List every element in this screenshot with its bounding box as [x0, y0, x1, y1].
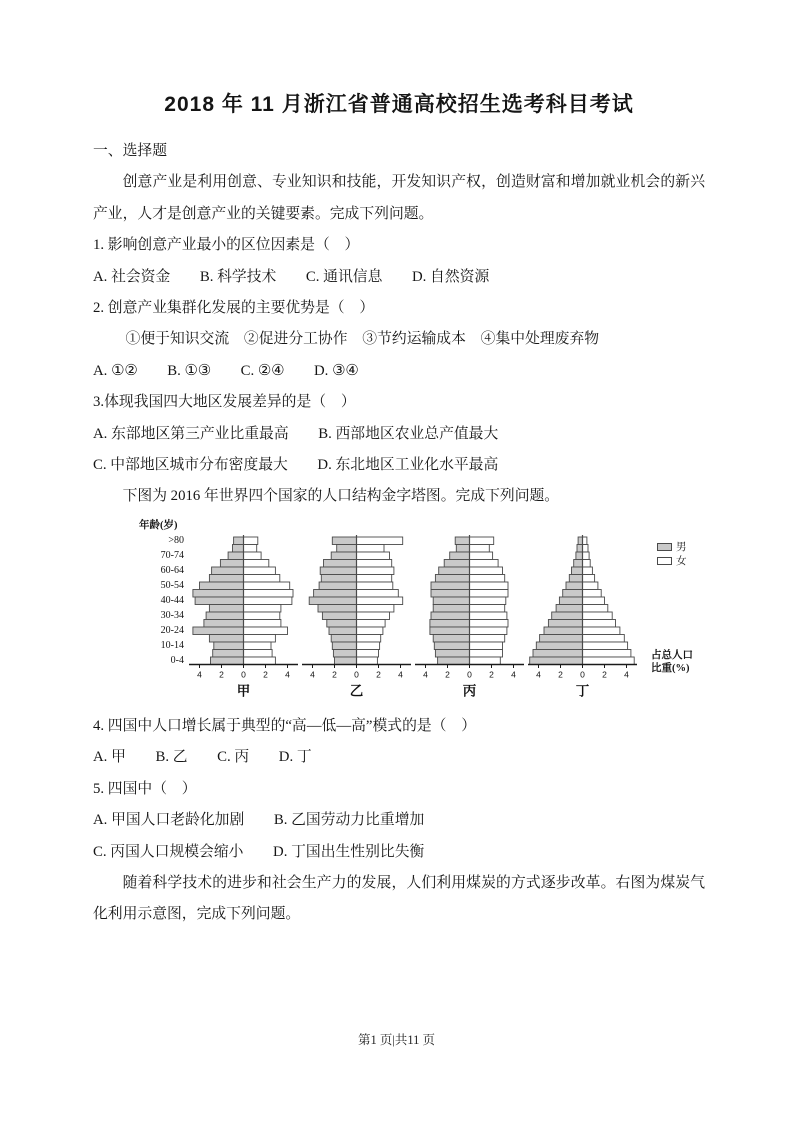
question-2-stem: 2. 创意产业集群化发展的主要优势是（ ）	[93, 300, 375, 317]
svg-text:4: 4	[285, 669, 290, 680]
pyramid-丙	[413, 533, 526, 707]
value-axis-label	[651, 649, 693, 675]
value-axis-label-line1: 占总人口	[651, 649, 693, 661]
age-axis	[139, 517, 187, 709]
question-5-options-ab: A. 甲国人口老龄化加剧 B. 乙国劳动力比重增加	[93, 812, 425, 829]
svg-text:2: 2	[332, 669, 337, 680]
pyramid-name-label: 甲	[236, 683, 251, 699]
question-1-options: A. 社会资金 B. 科学技术 C. 通讯信息 D. 自然资源	[93, 268, 490, 285]
coal-paragraph: 随着科学技术的进步和社会生产力的发展，人们利用煤炭的方式逐步改革。右图为煤炭气化利用示意图，完成下列问题。	[93, 874, 705, 923]
svg-text:2: 2	[489, 669, 494, 680]
page-footer: 第1 页|共11 页	[357, 1033, 436, 1047]
pyramid-name-label: 乙	[349, 683, 364, 699]
svg-text:2: 2	[263, 669, 268, 680]
svg-text:2: 2	[558, 669, 563, 680]
pyramid-甲	[187, 533, 300, 707]
svg-text:2: 2	[602, 669, 607, 680]
age-tick-label: 70-74	[160, 549, 184, 561]
female-legend-label: 女	[676, 555, 687, 567]
question-1-stem: 1. 影响创意产业最小的区位因素是（ ）	[93, 237, 360, 254]
age-tick-label: 50-54	[160, 579, 184, 591]
question-4-options: A. 甲 B. 乙 C. 丙 D. 丁	[93, 749, 312, 766]
chart-legend	[657, 541, 687, 569]
page-content	[93, 88, 705, 931]
svg-text:0: 0	[467, 669, 472, 680]
section-heading: 一、选择题	[93, 143, 167, 159]
legend-item-female	[657, 555, 687, 568]
population-pyramid-figure	[139, 517, 743, 709]
pyramid-intro: 下图为 2016 年世界四个国家的人口结构金字塔图。完成下列问题。	[122, 488, 560, 505]
pyramid-plots	[187, 533, 639, 707]
question-4-stem: 4. 四国中人口增长属于典型的“高—低—高”模式的是（ ）	[93, 717, 477, 734]
legend-item-male	[657, 541, 687, 554]
pyramid-name-label: 丙	[462, 683, 477, 699]
svg-text:4: 4	[197, 669, 202, 680]
question-2-subitems: ①便于知识交流 ②促进分工协作 ③节约运输成本 ④集中处理废弃物	[125, 331, 600, 348]
pyramid-丁	[526, 533, 639, 707]
pyramid-乙	[300, 533, 413, 707]
age-tick-label: 0-4	[170, 654, 184, 666]
svg-text:4: 4	[511, 669, 516, 680]
question-5-stem: 5. 四国中（ ）	[93, 780, 197, 797]
age-tick-label: 30-34	[160, 609, 184, 621]
age-tick-label: 40-44	[160, 594, 184, 606]
question-3-stem: 3.体现我国四大地区发展差异的是（ ）	[93, 394, 356, 411]
svg-text:2: 2	[376, 669, 381, 680]
male-legend-swatch	[657, 543, 672, 551]
chart-right-panel	[641, 533, 743, 693]
svg-text:4: 4	[423, 669, 428, 680]
svg-text:0: 0	[354, 669, 359, 680]
value-axis-label-line2: 比重(%)	[651, 662, 690, 674]
age-tick-label: >80	[168, 534, 184, 546]
svg-text:4: 4	[310, 669, 315, 680]
age-tick-label: 20-24	[160, 624, 184, 636]
question-2-options: A. ①② B. ①③ C. ②④ D. ③④	[93, 362, 359, 379]
svg-text:2: 2	[219, 669, 224, 680]
question-3-options-ab: A. 东部地区第三产业比重最高 B. 西部地区农业总产值最大	[93, 425, 499, 442]
age-tick-label: 10-14	[160, 639, 184, 651]
age-axis-title: 年龄(岁)	[139, 519, 178, 531]
svg-text:0: 0	[241, 669, 246, 680]
svg-text:4: 4	[624, 669, 629, 680]
svg-text:4: 4	[398, 669, 403, 680]
svg-text:2: 2	[445, 669, 450, 680]
age-tick-label: 60-64	[160, 564, 184, 576]
svg-text:4: 4	[536, 669, 541, 680]
page-title: 2018 年 11 月浙江省普通高校招生选考科目考试	[164, 93, 634, 116]
question-3-options-cd: C. 中部地区城市分布密度最大 D. 东北地区工业化水平最高	[93, 457, 499, 474]
female-legend-swatch	[657, 557, 672, 565]
pyramid-name-label: 丁	[575, 683, 590, 699]
intro-paragraph-1: 创意产业是利用创意、专业知识和技能，开发知识产权，创造财富和增加就业机会的新兴产业，人才是创意产业的关键要素。完成下列问题。	[93, 174, 705, 222]
question-5-options-cd: C. 丙国人口规模会缩小 D. 丁国出生性别比失衡	[93, 843, 425, 860]
male-legend-label: 男	[676, 541, 687, 553]
svg-text:0: 0	[580, 669, 585, 680]
